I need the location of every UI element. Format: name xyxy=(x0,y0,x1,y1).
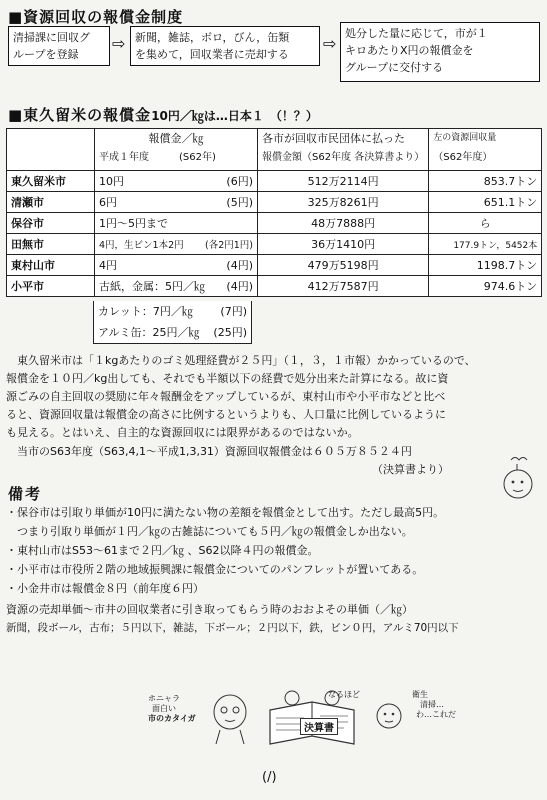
arrow-right-icon: ⇨ xyxy=(112,34,126,53)
budget-line: 当市のS63年度（S63,4,1～平成1,3,31）資源回収報償金は６０５万８５２４円 xyxy=(17,445,412,458)
budget-source: （決算書より） xyxy=(372,463,449,476)
table-row: 清瀬市 6円 (5円) 325万8261円 651.1トン xyxy=(7,192,542,213)
notes-title: 備考 xyxy=(8,485,43,503)
header-volume: 左の資源回収量 （S62年度） xyxy=(429,129,542,171)
section-title-reward-system: ■資源回収の報償金制度 xyxy=(8,8,184,26)
list-item: ・東村山市はS53～61まで２円／㎏ 、S62以降４円の報償金。 xyxy=(6,544,319,557)
arrow-right-icon: ⇨ xyxy=(323,34,337,53)
table-row: 田無市 4円，生ビン1本2円 (各2円1円) 36万1410円 177.9トン，5452本 xyxy=(7,234,542,255)
table-header-row xyxy=(7,129,542,171)
header-rate: 報償金／㎏ 平成１年度 (S62年) xyxy=(95,129,258,171)
step-text: 新聞，雑誌，ボロ，びん，缶類 xyxy=(135,31,290,44)
book-label: 決算書 xyxy=(300,718,338,735)
body-paragraph: 東久留米市は「１kgあたりのゴミ処理経費が２５円」（１，３，１市報）かかっているので、 報償金を１０円／kg出しても、それでも半額以下の経費で処分出来た計算になる。故に資 源ごみの自主回収の奨励に年々報酬金をアップしているが、東村山市や小平市などと比べ ると、資源回収量は報償金の高さに比例するというよりも、人口量に比例しているように も見える。とはいえ、自主的な資源回収には限界があるのではないか。 xyxy=(6,354,476,439)
table-row: 小平市 古紙，金属：5円／㎏ (4円) 412万7587円 974.6トン xyxy=(7,276,542,297)
header-amount: 各市が回収市民団体に払った 報償金額（S62年度 各決算書より） xyxy=(258,129,429,171)
step-text: ループを登録 xyxy=(13,48,79,61)
table-row: 保谷市 1円～5円まで 48万7888円 ら xyxy=(7,213,542,234)
step-text: 清掃課に回収グ xyxy=(13,31,90,44)
header-corner xyxy=(7,129,95,171)
notes-list xyxy=(6,503,542,638)
table-row: 東村山市 4円 (4円) 479万5198円 1198.7トン xyxy=(7,255,542,276)
small-face-doodle-icon xyxy=(372,696,406,736)
list-item: 新聞，段ボール，古布；５円以下，雑誌，下ボール；２円以下，鉄，ビン０円，アルミ70円以下 xyxy=(6,622,459,634)
list-item: ・保谷市は引取り単価が10円に満たない物の差額を報償金として出す。ただし最高5円。 xyxy=(6,506,445,519)
list-item: 資源の売却単価～市井の回収業者に引き取ってもらう時のおおよその単価（／㎏） xyxy=(6,603,413,616)
step-text: を集めて，回収業者に売却する xyxy=(135,48,289,61)
section-title-higashikurume: ■東久留米の報償金10円／㎏は…日本１ （！？） xyxy=(8,106,318,124)
list-item: ・小平市は市役所２階の地域振興課に報償金についてのパンフレットが置いてある。 xyxy=(6,563,424,576)
list-item: アルミ缶：25円／㎏ (25円) xyxy=(98,326,247,339)
step-text: グループに交付する xyxy=(345,61,444,74)
list-item: ・小金井市は報償金８円（前年度６円） xyxy=(6,582,204,595)
doodle-caption-center: なるほど xyxy=(328,690,360,699)
doodle-caption-right: 衛生 清掃… わ…これだ xyxy=(412,690,456,719)
list-item: カレット：7円／㎏ (7円) xyxy=(98,305,247,318)
kodaira-extra-rates xyxy=(93,301,252,344)
doodle-caption-left: ホニャラ 面白い 市のカタイガ xyxy=(148,694,196,723)
table-row: 東久留米市 10円 (6円) 512万2114円 853.7トン xyxy=(7,171,542,192)
step-text: キロあたりX円の報償金を xyxy=(345,44,474,57)
reward-comparison-table xyxy=(6,128,542,297)
step-box-register xyxy=(8,26,110,66)
step-text: 処分した量に応じて，市が１ xyxy=(345,27,488,40)
page-number: (/) xyxy=(262,770,277,785)
step-box-collect xyxy=(130,26,320,66)
list-item: つまり引取り単価が１円／㎏の古雑誌についても５円／㎏の報償金しか出ない。 xyxy=(6,525,413,538)
face-doodle-icon xyxy=(497,452,539,510)
character-doodle-icon xyxy=(206,690,254,746)
step-box-reward xyxy=(340,22,540,82)
